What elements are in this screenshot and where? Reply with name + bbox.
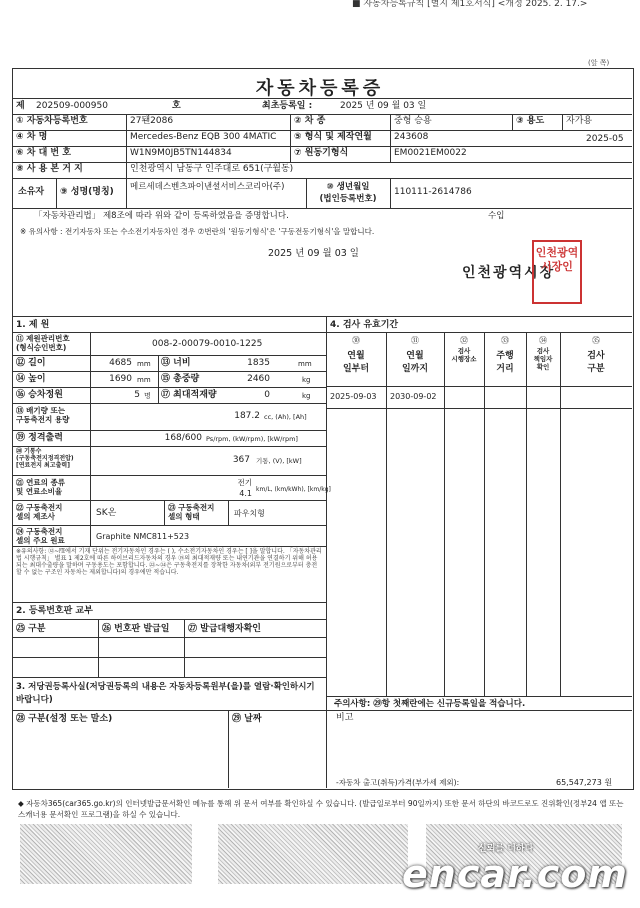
fuel-type: 전기: [237, 478, 252, 487]
length-label: ⑫ 길이: [16, 358, 46, 368]
mgmt-label: ⑪ 제원관리번호 (형식승인번호): [16, 334, 70, 352]
plate-col-issue-date: ㉖ 번호판 발급일: [102, 624, 170, 634]
fuel-label: ㉑ 연료의 종류 및 연료소비율: [16, 478, 65, 496]
width-label: ⑬ 너비: [161, 358, 191, 368]
official-seal: [532, 240, 582, 304]
seats-unit: 명: [144, 392, 151, 400]
inspection-col-label: 검사 시행장소: [451, 347, 477, 363]
cell-maker-value: SK온: [96, 508, 117, 518]
inspection-col-number: ㉚: [352, 336, 360, 345]
inspection-col-number: ㉞: [539, 336, 547, 345]
spec-note: ※유의사항: ⑫~㉐에서 기재 단위는 전기자동차인 경우는 ( ), 수소전기자동차인 경우는 [ ]을 말합니다. 「자동차관리법 시행규칙」 별표 1 제2호에 따른 하이브리드자동차의 경우 ⑲의 최대적재량 또는 내연기관을 연결하기 위해 허용되는 최대수출량을 말하며 구동용도는 포함합니다. ㉒~㉔은 구동축전지를 장착한 자동차(외부 전기원으로부터 충전할 수 없는 구조인 자동차는 제외합니다)의 경우에만 적습니다.: [16, 548, 322, 576]
cell-shape-label: ㉓ 구동축전지 셀의 형태: [168, 503, 215, 521]
owner-name-label: ⑨ 성명(명칭): [60, 187, 114, 197]
base-value: 인천광역시 남동구 인주대로 651(구월동): [130, 164, 294, 174]
lien-col-date: ㉙ 날짜: [232, 714, 262, 724]
seats-value: 5: [134, 390, 140, 400]
mgmt-value: 008-2-00079-0010-1225: [152, 339, 263, 349]
price-label: -자동차 출고(취득)가격(부가세 제외):: [336, 778, 460, 787]
cell-shape-value: 파우치형: [234, 509, 265, 518]
birth-value: 110111-2614786: [394, 187, 472, 197]
model-date: 2025-05: [586, 134, 624, 144]
type-value: 중형 승용: [394, 116, 432, 126]
inspection-col-number: ㉝: [501, 336, 509, 345]
inspection-col-number: ㉟: [592, 336, 600, 345]
owner-name-value: 메르세데스벤츠파이낸셜서비스코리아(주): [130, 182, 285, 192]
cell-material-label: ㉔ 구동축전지 셀의 주요 원료: [16, 527, 65, 545]
disp-unit: cc, (Ah), [Ah]: [264, 413, 307, 421]
form-reference: ■ 자동차등록규칙 [별지 제1호서식] <개정 2025. 2. 17.>: [352, 0, 588, 9]
name-label: ④ 차 명: [16, 132, 48, 142]
lien-col-type: ㉘ 구분(설정 또는 말소): [16, 714, 113, 724]
owner-label: 소유자: [18, 187, 45, 197]
document-title: 자동차등록증: [255, 78, 385, 99]
fuel-efficiency: 4.1: [239, 489, 252, 498]
car-no-value: 27됀2086: [130, 116, 174, 126]
watermark-caption: 신뢰를 더하다: [478, 844, 534, 854]
vin-value: W1N9M0JB5TN144834: [130, 148, 232, 158]
fee-label: 수입: [488, 211, 505, 221]
motor-value: EM0021EM0022: [394, 148, 467, 158]
load-value: 0: [264, 390, 270, 400]
remarks-label: 비고: [336, 713, 354, 723]
fuel-unit: km/L, (km/kWh), [km/kg]: [256, 486, 331, 493]
gross-value: 2460: [247, 374, 270, 384]
car-no-label: ① 자동차등록번호: [16, 116, 88, 126]
inspection-to: 2030-09-02: [390, 392, 437, 401]
power-unit: Ps/rpm, (kW/rpm), [kW/rpm]: [206, 435, 298, 443]
reg-suffix: 호: [172, 101, 181, 111]
gross-unit: kg: [302, 376, 311, 384]
plate-col-proxy-confirm: ㉗ 발급대행자확인: [188, 624, 261, 634]
front-side-mark: (앞 쪽): [588, 59, 610, 67]
disp-value: 187.2: [234, 411, 260, 421]
power-label: ⑲ 정격출력: [16, 433, 63, 443]
type-label: ② 차 종: [294, 116, 326, 126]
cylinder-unit: 기통, (V), [kW]: [256, 457, 302, 465]
motor-label: ⑦ 원동기형식: [294, 148, 349, 158]
inspection-col-label: 검사 책임자 확인: [533, 347, 553, 371]
model-value: 243608: [394, 132, 429, 142]
inspection-heading: 4. 검사 유효기간: [330, 320, 399, 330]
spec-heading: 1. 제 원: [16, 320, 50, 330]
inspection-col-label: 검사 구분: [587, 351, 605, 374]
ev-note: ※ 유의사항 : 전기자동차 또는 수소전기자동차인 경우 ⑦번란의 '원동기형식'은 '구동전동기형식'을 말합니다.: [20, 227, 375, 236]
length-value: 4685: [109, 358, 132, 368]
barcode-block-1: [20, 824, 192, 884]
first-reg-date: 2025 년 09 월 03 일: [340, 101, 427, 111]
reg-prefix: 제: [16, 101, 25, 111]
load-unit: kg: [302, 392, 311, 400]
issuer-name: 인천광역시장: [462, 265, 556, 281]
cell-maker-label: ㉒ 구동축전지 셀의 제조사: [16, 503, 63, 521]
cell-material-value: Graphite NMC811+523: [96, 532, 190, 541]
inspection-col-number: ㉛: [411, 336, 419, 345]
certification-text: 「자동차관리법」 제8조에 따라 위와 같이 등록하였음을 증명합니다.: [34, 211, 289, 221]
use-label: ③ 용도: [516, 116, 545, 126]
barcode-block-2: [218, 824, 408, 884]
width-value: 1835: [247, 358, 270, 368]
birth-label: ⑩ 생년월일 (법인등록번호): [319, 182, 377, 204]
gross-label: ⑮ 총중량: [161, 374, 200, 384]
power-value: 168/600: [164, 433, 202, 443]
load-label: ⑰ 최대적재량: [161, 390, 217, 400]
inspection-col-label: 연월 일부터: [342, 351, 370, 374]
name-value: Mercedes-Benz EQB 300 4MATIC: [130, 132, 277, 142]
cylinder-value: 367: [232, 455, 250, 465]
reg-number: 202509-000950: [36, 101, 108, 111]
inspection-col-number: ㉜: [460, 336, 468, 345]
plate-heading: 2. 등록번호판 교부: [16, 606, 93, 616]
encar-watermark-logo: encar.com: [402, 852, 628, 896]
use-value: 자가용: [566, 116, 593, 126]
footer-verification-note: ◆ 자동차365(car365.go.kr)의 인터넷발급문서확인 메뉴를 통해 위 문서 여부를 확인하실 수 있습니다. (발급일로부터 90일까지) 또한 문서 하단의 바코드로도 진위확인(정부24 앱 또는 스캐너용 문서확인 프로그램)을 하실 수 있습니다.: [18, 799, 624, 819]
height-value: 1690: [109, 374, 132, 384]
lien-heading: 3. 저당권등록사실(저당권등록의 내용은 자동차등록원부(을)를 열람·확인하시기 바랍니다): [16, 682, 315, 705]
width-unit: mm: [298, 360, 312, 368]
height-label: ⑭ 높이: [16, 374, 46, 384]
seats-label: ⑯ 승차정원: [16, 390, 63, 400]
cylinder-label: ⑳ 기통수 (구동축전지정격전압) [연료전지 최고출력]: [16, 448, 74, 469]
base-label: ⑧ 사 용 본 거 지: [16, 164, 83, 174]
first-reg-label: 최초등록일 :: [262, 101, 313, 111]
plate-col-type: ㉕ 구분: [16, 624, 46, 634]
disp-label: ⑱ 배기량 또는 구동축전지 용량: [16, 406, 70, 424]
model-label: ⑤ 형식 및 제작연월: [294, 132, 372, 142]
inspection-col-label: 연월 일까지: [401, 351, 429, 374]
vin-label: ⑥ 차 대 번 호: [16, 148, 71, 158]
height-unit: mm: [137, 376, 151, 384]
issue-date: 2025 년 09 월 03 일: [268, 248, 359, 259]
inspection-from: 2025-09-03: [330, 392, 377, 401]
price-value: 65,547,273 원: [556, 778, 613, 787]
seal-text: 인천광역시장인: [535, 246, 579, 273]
inspection-caution: 주의사항: ㉙항 첫째란에는 신규등록일을 적습니다.: [334, 699, 526, 709]
inspection-col-label: 주행 거리: [496, 351, 514, 374]
length-unit: mm: [137, 360, 151, 368]
